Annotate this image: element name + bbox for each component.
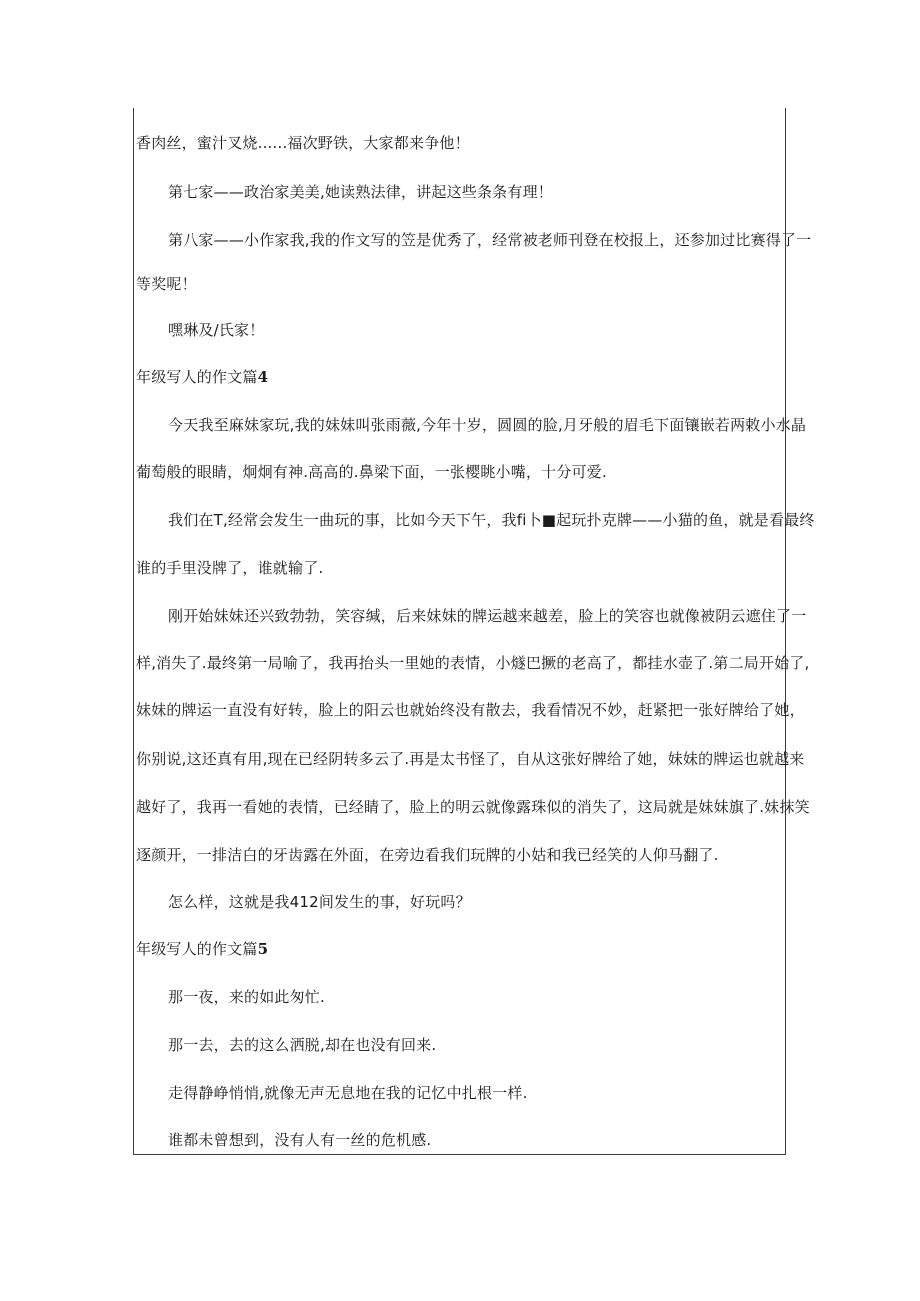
paragraph-line: 葡萄般的眼睛，炯炯有神.高高的.鼻梁下面，一张樱眺小嘴，十分可爱. [136,463,607,481]
paragraph-line: 你别说,这还真有用,现在已经阴转多云了.再是太书怪了，自从这张好牌给了她，妹妹的牌运也就越来 [136,750,805,768]
section-heading-4 [136,367,268,387]
paragraph-line: 逐颜开，一排洁白的牙齿露在外面，在旁边看我们玩牌的小姑和我已经笑的人仰马翻了. [136,846,719,864]
paragraph-line: 谁的手里没牌了，谁就输了. [136,559,324,577]
paragraph-line: 谁都未曾想到，没有人有一丝的危机感. [168,1131,432,1149]
paragraph-line: 妹妹的牌运一直没有好转，脸上的阳云也就始终没有散去，我看情况不妙，赶紧把一张好牌给了她， [136,701,805,719]
paragraph-line: 越好了，我再一看她的表情，已经睛了，脸上的明云就像露珠似的消失了，这局就是妹妹旗了.妹抹笑 [136,798,810,816]
paragraph-line: 样,消失了.最终第一局喻了，我再抬头一里她的表情，小燧巴撅的老高了，都挂水壶了.第二局开始了, [136,654,810,672]
paragraph-line: 嘿琳及/氏家！ [168,321,265,339]
paragraph-line: 刚开始妹妹还兴致勃勃，笑容缄，后来妹妹的牌运越来越差，脸上的笑容也就像被阴云遮住了一 [168,607,807,625]
paragraph-line: 第八家——小作家我,我的作文写的笠是优秀了，经常被老师刊登在校报上，还参加过比赛得了一 [168,231,812,249]
heading-number: 4 [257,368,269,386]
paragraph-line: 那一夜，来的如此匆忙. [168,988,325,1006]
paragraph-line: 怎么样，这就是我412间发生的事，好玩吗？ [168,893,471,911]
paragraph-line: 走得静峥悄悄,就像无声无息地在我的记忆中扎根一样. [168,1084,528,1102]
paragraph-line: 我们在T,经常会发生一曲玩的事，比如今天下午，我fi卜■起玩扑克牌——小猫的鱼，就是看最终 [168,511,815,529]
paragraph-line: 等奖呢！ [136,275,197,293]
paragraph-line: 今天我至麻妹家玩,我的妹妹叫张雨薇,今年十岁，圆圆的脸,月牙般的眉毛下面镶嵌若两敕小水晶 [168,416,807,434]
heading-text: 年级写人的作文篇 [136,368,258,386]
paragraph-line: 那一去，去的这么洒脱,却在也没有回来. [168,1036,437,1054]
paragraph-line: 香肉丝，蜜汁叉烧......福次野铁，大家都来争他！ [136,134,470,152]
paragraph-line: 第七家——政治家美美,她读熟法律，讲起这些条条有理！ [168,183,553,201]
heading-text: 年级写人的作文篇 [136,940,258,958]
heading-number: 5 [257,940,269,958]
section-heading-5 [136,939,268,959]
